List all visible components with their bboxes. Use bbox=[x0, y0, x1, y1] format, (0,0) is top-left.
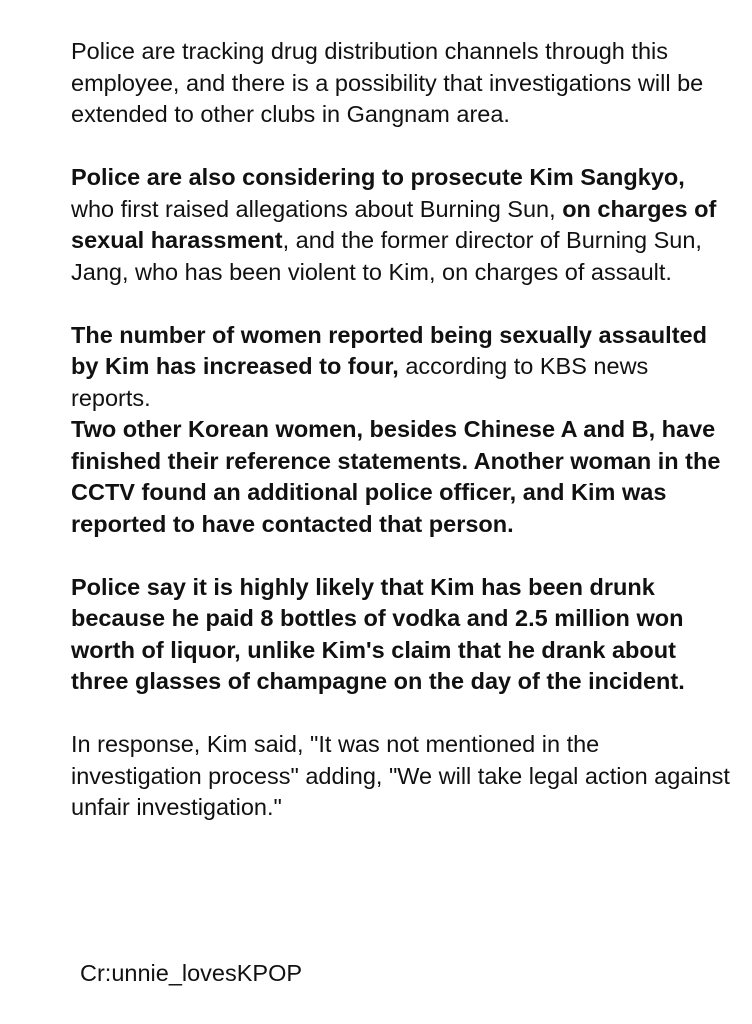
paragraph-response: In response, Kim said, "It was not mentioned in the investigation process" adding, "We will take legal action against unfair investigation." bbox=[71, 731, 730, 820]
paragraph-spacer bbox=[71, 288, 731, 320]
text-allegations: who first raised allegations about Burning Sun, bbox=[71, 195, 563, 222]
article-body bbox=[71, 36, 731, 824]
paragraph-spacer bbox=[71, 540, 731, 572]
emphasis-prosecute-kim: Police are also considering to prosecute Kim Sangkyo, bbox=[71, 164, 685, 190]
emphasis-sexual-harassment: on charges of sexual harassment bbox=[71, 195, 717, 253]
paragraph-drunk: Police say it is highly likely that Kim has been drunk because he paid 8 bottles of vodka and 2.5 million won worth of liquor, unlike Kim's claim that he drank about three glasses of champagne on the day of the incident. bbox=[71, 573, 685, 694]
text-assault: , and the former director of Burning Sun, Jang, who has been violent to Kim, on charges of assault. bbox=[71, 227, 702, 285]
paragraph-prosecution bbox=[71, 162, 731, 288]
paragraph-spacer bbox=[71, 698, 731, 730]
paragraph-spacer bbox=[71, 131, 731, 163]
paragraph-statements: Two other Korean women, besides Chinese A and B, have finished their reference statements. Another woman in the CCTV found an additional police officer, and Kim was reported to have contacted that person. bbox=[71, 416, 721, 537]
emphasis-women-count: The number of women reported being sexually assaulted by Kim has increased to four, bbox=[71, 321, 707, 379]
text-kbs-reports: according to KBS news reports. bbox=[71, 353, 649, 411]
paragraph-drug-distribution: Police are tracking drug distribution channels through this employee, and there is a possibility that investigations will be extended to other clubs in Gangnam area. bbox=[71, 38, 704, 127]
paragraph-women-count bbox=[71, 320, 731, 415]
credit-line: Cr:unnie_lovesKPOP bbox=[80, 960, 303, 986]
